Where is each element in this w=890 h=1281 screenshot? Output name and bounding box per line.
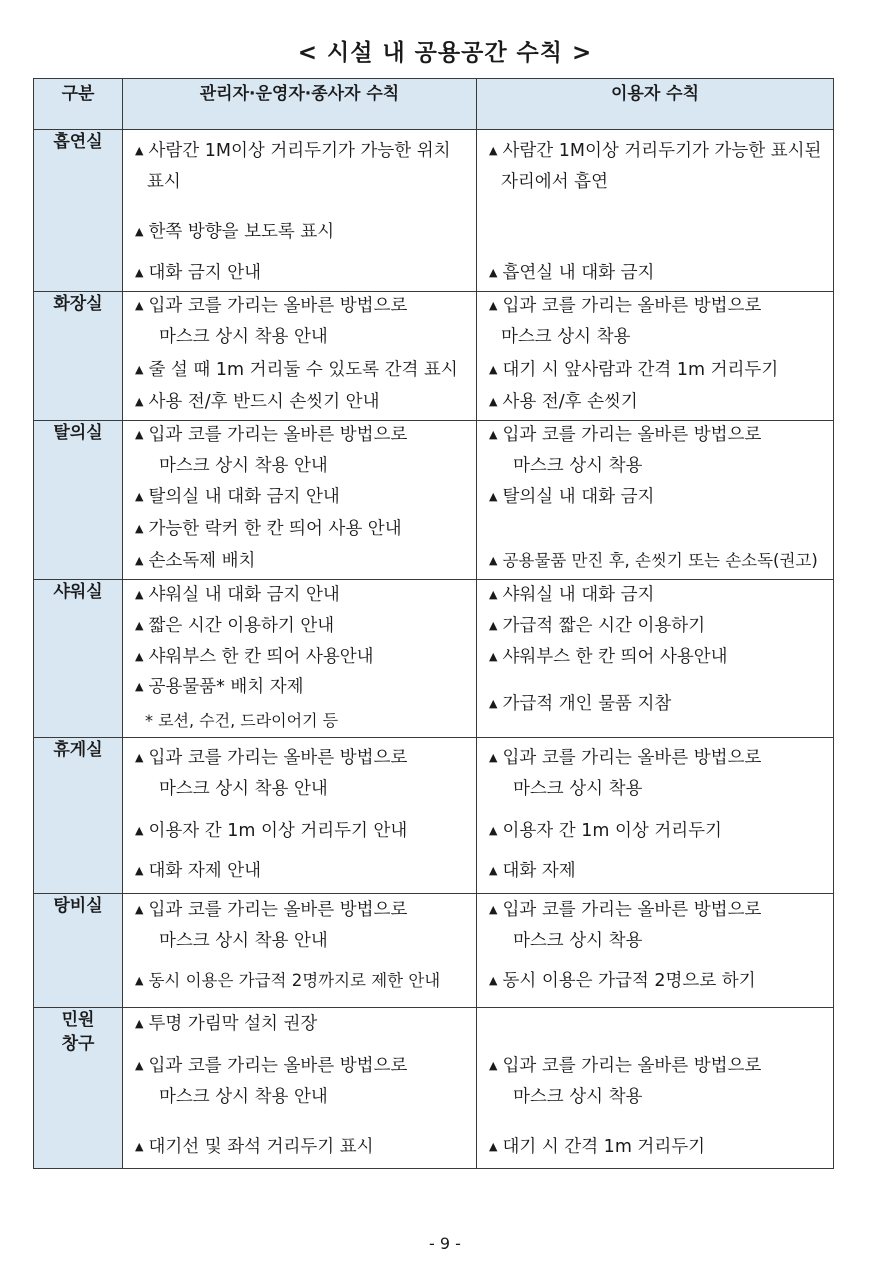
- rule-item: ▲ 입과 코를 가리는 올바른 방법으로 마스크 상시 착용 안내: [135, 296, 408, 347]
- rule-item: ▲ 가급적 개인 물품 지참: [489, 694, 672, 714]
- row-category: 흡연실: [34, 130, 123, 292]
- rule-item: ▲ 사람간 1M이상 거리두기가 가능한 위치 표시: [135, 141, 451, 192]
- user-rules-cell: [477, 130, 834, 292]
- bullet-icon: ▲: [135, 680, 144, 693]
- bullet-icon: ▲: [135, 490, 144, 503]
- user-rules-cell: [477, 1008, 834, 1169]
- bullet-icon: ▲: [489, 824, 498, 837]
- bullet-icon: ▲: [489, 588, 498, 601]
- bullet-icon: ▲: [489, 554, 498, 567]
- user-rules-cell: [477, 580, 834, 738]
- bullet-icon: ▲: [489, 299, 498, 312]
- bullet-icon: ▲: [135, 395, 144, 408]
- rule-item: ▲ 입과 코를 가리는 올바른 방법으로 마스크 상시 착용 안내: [135, 900, 408, 951]
- table-row: [34, 894, 834, 1008]
- table-row: [34, 1008, 834, 1169]
- rule-item: ▲ 공용물품 만진 후, 손씻기 또는 손소독(권고): [489, 551, 818, 570]
- manager-rules-cell: [123, 292, 477, 421]
- rule-item: ▲ 동시 이용은 가급적 2명으로 하기: [489, 971, 756, 991]
- bullet-icon: ▲: [135, 903, 144, 916]
- rule-item: ▲ 이용자 간 1m 이상 거리두기 안내: [135, 821, 408, 841]
- bullet-icon: ▲: [135, 974, 144, 987]
- rule-item: ▲ 샤워부스 한 칸 띄어 사용안내: [135, 647, 374, 667]
- bullet-icon: ▲: [135, 824, 144, 837]
- rule-item: ▲ 입과 코를 가리는 올바른 방법으로 마스크 상시 착용: [489, 296, 762, 347]
- bullet-icon: ▲: [489, 363, 498, 376]
- bullet-icon: ▲: [489, 1059, 498, 1072]
- rule-item: ▲ 대기 시 간격 1m 거리두기: [489, 1137, 706, 1157]
- bullet-icon: ▲: [135, 522, 144, 535]
- table-row: [34, 292, 834, 421]
- row-category: 민원 창구: [34, 1008, 123, 1169]
- bullet-icon: ▲: [489, 266, 498, 279]
- table-row: [34, 421, 834, 580]
- table-header-row: [34, 79, 834, 130]
- rule-item: ▲ 한쪽 방향을 보도록 표시: [135, 222, 335, 242]
- user-rules-cell: [477, 894, 834, 1008]
- rule-item: ▲ 입과 코를 가리는 올바른 방법으로 마스크 상시 착용 안내: [135, 748, 408, 799]
- bullet-icon: ▲: [489, 697, 498, 710]
- bullet-icon: ▲: [489, 974, 498, 987]
- footnote: * 로션, 수건, 드라이어기 등: [145, 711, 339, 730]
- bullet-icon: ▲: [135, 554, 144, 567]
- bullet-icon: ▲: [135, 299, 144, 312]
- row-category: 샤워실: [34, 580, 123, 738]
- rule-item: ▲ 대기선 및 좌석 거리두기 표시: [135, 1137, 374, 1157]
- bullet-icon: ▲: [135, 1059, 144, 1072]
- row-category: 탈의실: [34, 421, 123, 580]
- bullet-icon: ▲: [135, 650, 144, 663]
- rule-item: ▲ 동시 이용은 가급적 2명까지로 제한 안내: [135, 971, 441, 990]
- rules-table: [33, 78, 834, 1169]
- rule-item: ▲ 탈의실 내 대화 금지: [489, 487, 655, 507]
- header-manager-rules: 관리자·운영자·종사자 수칙: [123, 79, 477, 130]
- manager-rules-cell: [123, 130, 477, 292]
- rule-item: ▲ 입과 코를 가리는 올바른 방법으로 마스크 상시 착용 안내: [135, 425, 408, 476]
- bullet-icon: ▲: [135, 1140, 144, 1153]
- table-row: [34, 130, 834, 292]
- bullet-icon: ▲: [489, 903, 498, 916]
- bullet-icon: ▲: [489, 650, 498, 663]
- row-category: 화장실: [34, 292, 123, 421]
- bullet-icon: ▲: [489, 395, 498, 408]
- manager-rules-cell: [123, 1008, 477, 1169]
- rule-item: ▲ 가능한 락커 한 칸 띄어 사용 안내: [135, 519, 402, 539]
- rule-item: ▲ 가급적 짧은 시간 이용하기: [489, 616, 706, 636]
- table-row: [34, 738, 834, 894]
- user-rules-cell: [477, 421, 834, 580]
- bullet-icon: ▲: [135, 864, 144, 877]
- bullet-icon: ▲: [135, 619, 144, 632]
- rule-item: ▲ 입과 코를 가리는 올바른 방법으로 마스크 상시 착용 안내: [135, 1056, 408, 1107]
- rule-item: ▲ 입과 코를 가리는 올바른 방법으로 마스크 상시 착용: [489, 1056, 762, 1107]
- rule-item: ▲ 대화 자제: [489, 861, 576, 881]
- rule-item: ▲ 공용물품* 배치 자제: [135, 677, 304, 697]
- bullet-icon: ▲: [489, 1140, 498, 1153]
- rule-item: ▲ 샤워실 내 대화 금지: [489, 585, 655, 605]
- user-rules-cell: [477, 738, 834, 894]
- bullet-icon: ▲: [489, 428, 498, 441]
- table-row: [34, 580, 834, 738]
- rule-item: ▲ 대화 금지 안내: [135, 263, 262, 283]
- rule-item: ▲ 입과 코를 가리는 올바른 방법으로 마스크 상시 착용: [489, 900, 762, 951]
- manager-rules-cell: [123, 738, 477, 894]
- row-category: 휴게실: [34, 738, 123, 894]
- bullet-icon: ▲: [135, 588, 144, 601]
- bullet-icon: ▲: [135, 363, 144, 376]
- header-category: 구분: [34, 79, 123, 130]
- bullet-icon: ▲: [135, 266, 144, 279]
- bullet-icon: ▲: [489, 751, 498, 764]
- rule-item: ▲ 샤워실 내 대화 금지 안내: [135, 585, 340, 605]
- rule-item: ▲ 대기 시 앞사람과 간격 1m 거리두기: [489, 360, 779, 380]
- bullet-icon: ▲: [489, 144, 498, 157]
- rule-item: ▲ 사용 전/후 손씻기: [489, 392, 638, 412]
- document-title: < 시설 내 공용공간 수칙 >: [297, 40, 593, 66]
- rule-item: ▲ 입과 코를 가리는 올바른 방법으로 마스크 상시 착용: [489, 748, 762, 799]
- page-number: - 9 -: [429, 1234, 461, 1253]
- bullet-icon: ▲: [135, 144, 144, 157]
- header-user-rules: 이용자 수칙: [477, 79, 834, 130]
- row-category: 탕비실: [34, 894, 123, 1008]
- rule-item: ▲ 이용자 간 1m 이상 거리두기: [489, 821, 722, 841]
- rule-item: ▲ 줄 설 때 1m 거리둘 수 있도록 간격 표시: [135, 360, 458, 380]
- rule-item: ▲ 대화 자제 안내: [135, 861, 262, 881]
- rule-item: ▲ 입과 코를 가리는 올바른 방법으로 마스크 상시 착용: [489, 425, 762, 476]
- bullet-icon: ▲: [489, 490, 498, 503]
- rule-item: ▲ 사용 전/후 반드시 손씻기 안내: [135, 392, 380, 412]
- rule-item: ▲ 사람간 1M이상 거리두기가 가능한 표시된 자리에서 흡연: [489, 141, 822, 192]
- bullet-icon: ▲: [135, 225, 144, 238]
- rule-item: ▲ 투명 가림막 설치 권장: [135, 1014, 318, 1034]
- rule-item: ▲ 손소독제 배치: [135, 551, 256, 571]
- bullet-icon: ▲: [135, 1017, 144, 1030]
- user-rules-cell: [477, 292, 834, 421]
- bullet-icon: ▲: [135, 751, 144, 764]
- manager-rules-cell: [123, 421, 477, 580]
- bullet-icon: ▲: [489, 864, 498, 877]
- manager-rules-cell: [123, 580, 477, 738]
- rule-item: ▲ 탈의실 내 대화 금지 안내: [135, 487, 340, 507]
- rule-item: ▲ 흡연실 내 대화 금지: [489, 263, 655, 283]
- rule-item: ▲ 샤워부스 한 칸 띄어 사용안내: [489, 647, 728, 667]
- rule-item: ▲ 짧은 시간 이용하기 안내: [135, 616, 335, 636]
- manager-rules-cell: [123, 894, 477, 1008]
- bullet-icon: ▲: [489, 619, 498, 632]
- bullet-icon: ▲: [135, 428, 144, 441]
